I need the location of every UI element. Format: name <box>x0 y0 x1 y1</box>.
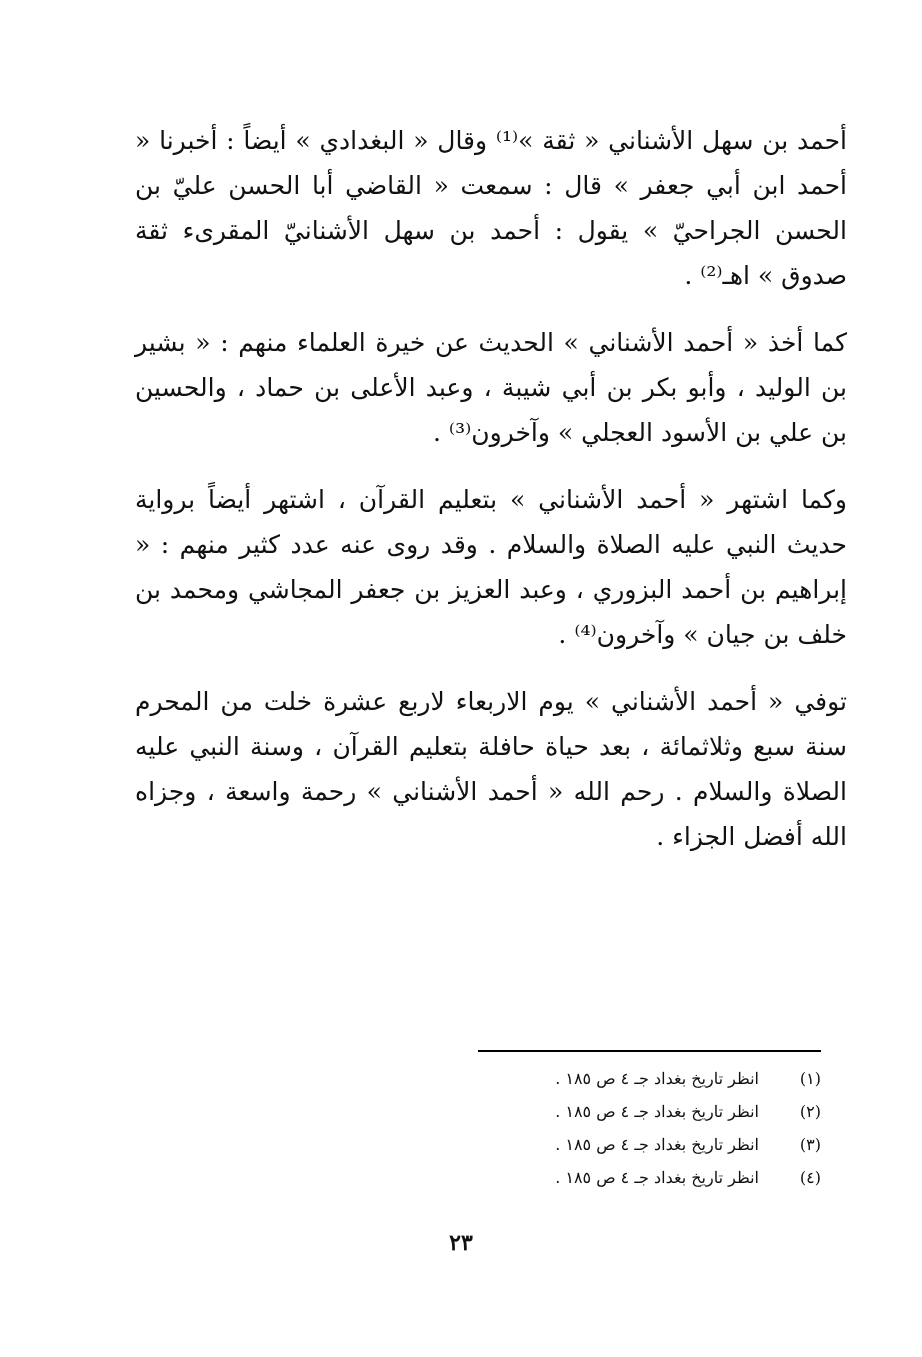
footnote-3 <box>478 1130 821 1163</box>
paragraph-2: كما أخذ « أحمد الأشناني » الحديث عن خيرة العلماء منهم : « بشير بن الوليد ، وأبو بكر بن أبي شيبة ، وعبد الأعلى بن حماد ، والحسين بن علي بن الأسود العجلي » وآخرون⁽³⁾ . <box>135 328 847 447</box>
footnote-number: (٣) <box>799 1135 821 1154</box>
footnote-text: انظر تاريخ بغداد جـ ٤ ص ١٨٥ . <box>555 1135 759 1154</box>
footnote-divider <box>478 1050 821 1052</box>
footnote-2 <box>478 1097 821 1130</box>
footnote-text: انظر تاريخ بغداد جـ ٤ ص ١٨٥ . <box>555 1069 759 1088</box>
paragraph-4: توفي « أحمد الأشناني » يوم الاربعاء لاربع عشرة خلت من المحرم سنة سبع وثلاثمائة ، بعد حياة حافلة بتعليم القرآن ، وسنة النبي عليه الصلاة والسلام . رحم الله « أحمد الأشناني » رحمة واسعة ، وجزاه الله أفضل الجزاء . <box>135 687 847 851</box>
footnotes <box>478 1064 821 1196</box>
footnote-1 <box>478 1064 821 1097</box>
footnote-number: (٢) <box>799 1102 821 1121</box>
footnote-number: (١) <box>799 1069 821 1088</box>
footnote-number: (٤) <box>799 1168 821 1187</box>
footnote-4 <box>478 1163 821 1196</box>
body-text <box>135 118 847 881</box>
footnote-text: انظر تاريخ بغداد جـ ٤ ص ١٨٥ . <box>555 1102 759 1121</box>
footnote-text: انظر تاريخ بغداد جـ ٤ ص ١٨٥ . <box>555 1168 759 1187</box>
paragraph-1: أحمد بن سهل الأشناني « ثقة »⁽¹⁾ وقال « البغدادي » أيضاً : أخبرنا « أحمد ابن أبي جعفر » قال : سمعت « القاضي أبا الحسن عليّ بن الحسن الجراحيّ » يقول : أحمد بن سهل الأشنانيّ المقرىء ثقة صدوق » اهـ⁽²⁾ . <box>135 126 847 290</box>
page-number: ٢٣ <box>449 1230 473 1256</box>
paragraph-3: وكما اشتهر « أحمد الأشناني » بتعليم القرآن ، اشتهر أيضاً برواية حديث النبي عليه الصلاة والسلام . وقد روى عنه عدد كثير منهم : « إبراهيم بن أحمد البزوري ، وعبد العزيز بن جعفر المجاشي ومحمد بن خلف بن جيان » وآخرون⁽⁴⁾ . <box>135 485 847 649</box>
